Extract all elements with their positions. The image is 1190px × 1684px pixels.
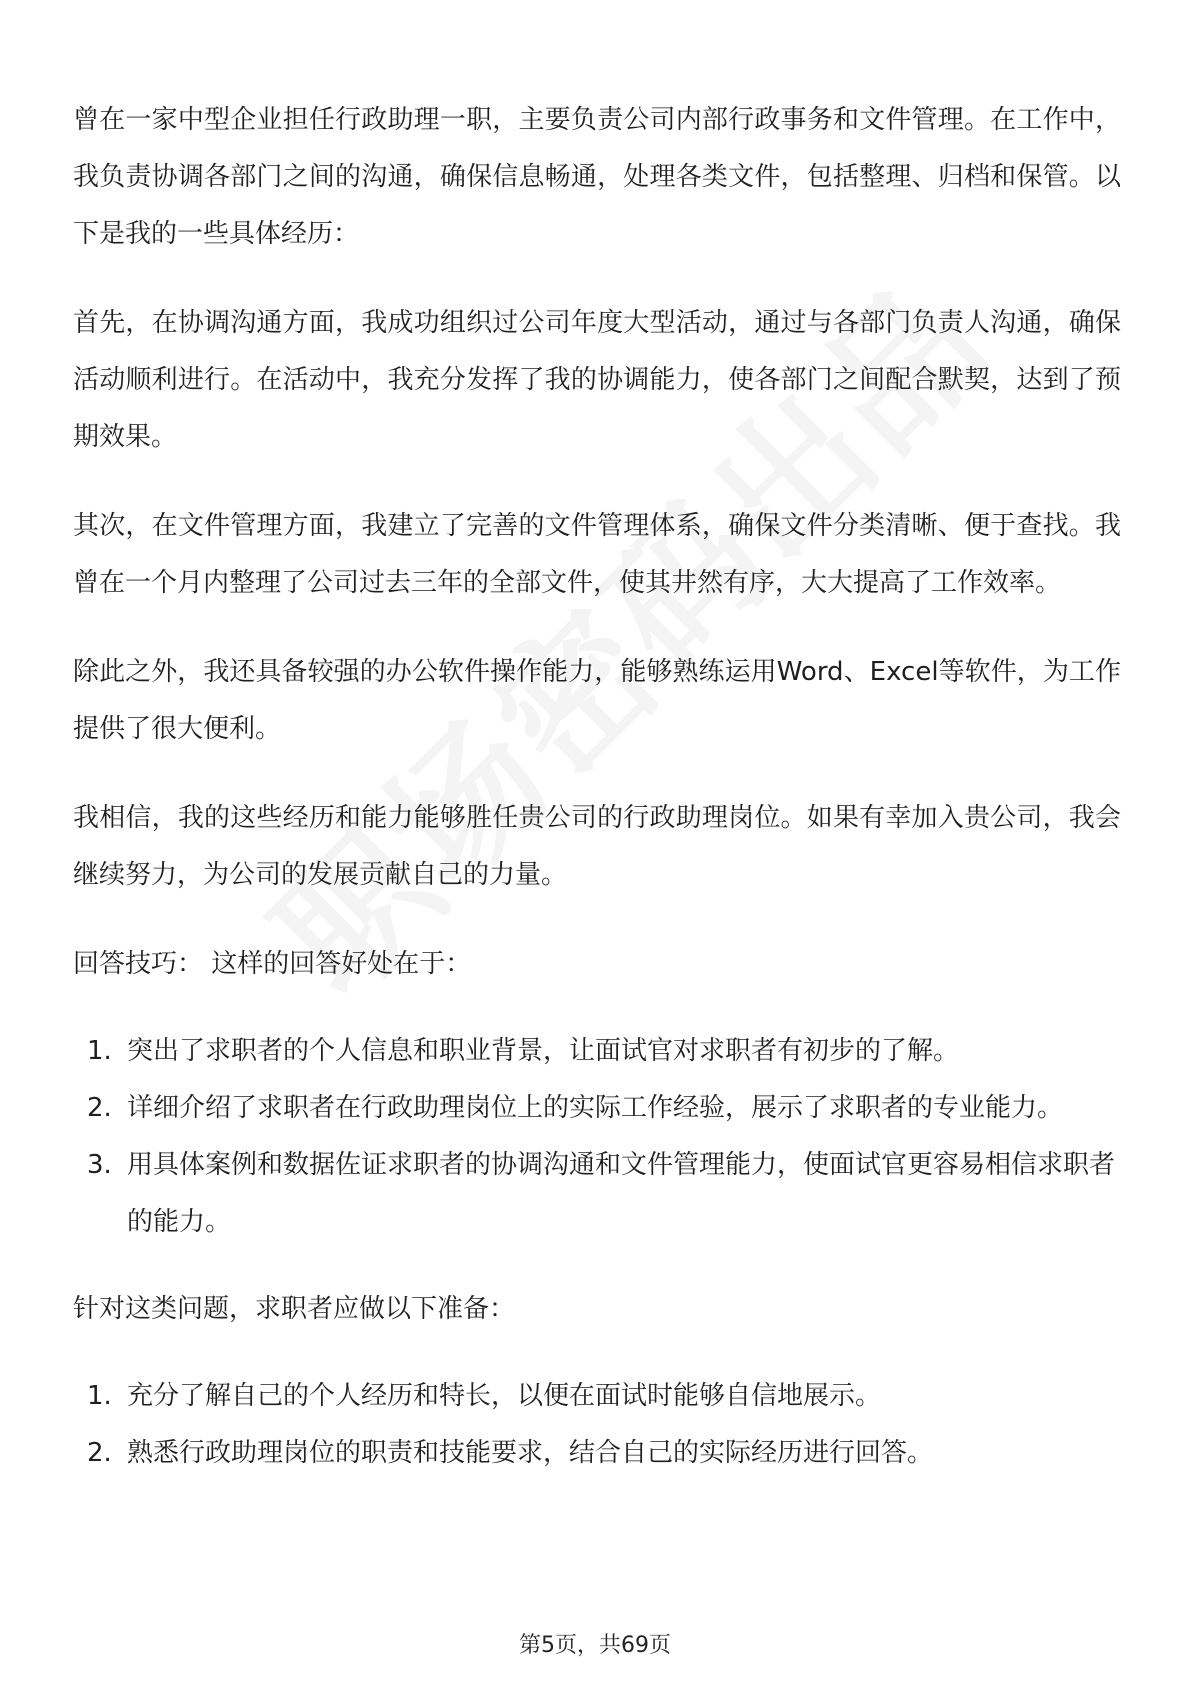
list-item bbox=[73, 1023, 1121, 1080]
page-number-footer: 第5页，共69页 bbox=[519, 1633, 671, 1658]
list-item-number: 3. bbox=[87, 1150, 112, 1180]
list-item-number: 1. bbox=[87, 1381, 112, 1411]
list-item-number: 2. bbox=[87, 1438, 112, 1468]
list-item-text: 详细介绍了求职者在行政助理岗位上的实际工作经验，展示了求职者的专业能力。 bbox=[127, 1093, 1064, 1123]
list-item bbox=[73, 1368, 1121, 1425]
paragraph-coordination: 首先，在协调沟通方面，我成功组织过公司年度大型活动，通过与各部门负责人沟通，确保活动顺利进行。在活动中，我充分发挥了我的协调能力，使各部门之间配合默契，达到了预期效果。 bbox=[73, 308, 1121, 452]
document-body bbox=[73, 92, 1121, 1512]
paragraph-experience-intro: 曾在一家中型企业担任行政助理一职，主要负责公司内部行政事务和文件管理。在工作中，我负责协调各部门之间的沟通，确保信息畅通，处理各类文件，包括整理、归档和保管。以下是我的一些具体经历： bbox=[73, 105, 1121, 249]
list-item bbox=[73, 1425, 1121, 1482]
tips-list bbox=[73, 1023, 1121, 1251]
list-item-text: 充分了解自己的个人经历和特长，以便在面试时能够自信地展示。 bbox=[127, 1381, 882, 1411]
paragraph-file-management: 其次，在文件管理方面，我建立了完善的文件管理体系，确保文件分类清晰、便于查找。我曾在一个月内整理了公司过去三年的全部文件，使其井然有序，大大提高了工作效率。 bbox=[73, 511, 1121, 598]
list-item bbox=[73, 1137, 1121, 1251]
list-item-text: 用具体案例和数据佐证求职者的协调沟通和文件管理能力，使面试官更容易相信求职者的能力。 bbox=[127, 1150, 1116, 1237]
list-item-number: 2. bbox=[87, 1093, 112, 1123]
list-item bbox=[73, 1080, 1121, 1137]
list-item-number: 1. bbox=[87, 1036, 112, 1066]
prep-heading: 针对这类问题，求职者应做以下准备： bbox=[73, 1294, 516, 1324]
list-item-text: 突出了求职者的个人信息和职业背景，让面试官对求职者有初步的了解。 bbox=[127, 1036, 960, 1066]
paragraph-closing: 我相信，我的这些经历和能力能够胜任贵公司的行政助理岗位。如果有幸加入贵公司，我会继续努力，为公司的发展贡献自己的力量。 bbox=[73, 803, 1121, 890]
tips-heading: 回答技巧： 这样的回答好处在于： bbox=[73, 949, 472, 979]
prep-list bbox=[73, 1368, 1121, 1482]
paragraph-software-skills: 除此之外，我还具备较强的办公软件操作能力，能够熟练运用Word、Excel等软件，为工作提供了很大便利。 bbox=[73, 657, 1121, 744]
list-item-text: 熟悉行政助理岗位的职责和技能要求，结合自己的实际经历进行回答。 bbox=[127, 1438, 934, 1468]
